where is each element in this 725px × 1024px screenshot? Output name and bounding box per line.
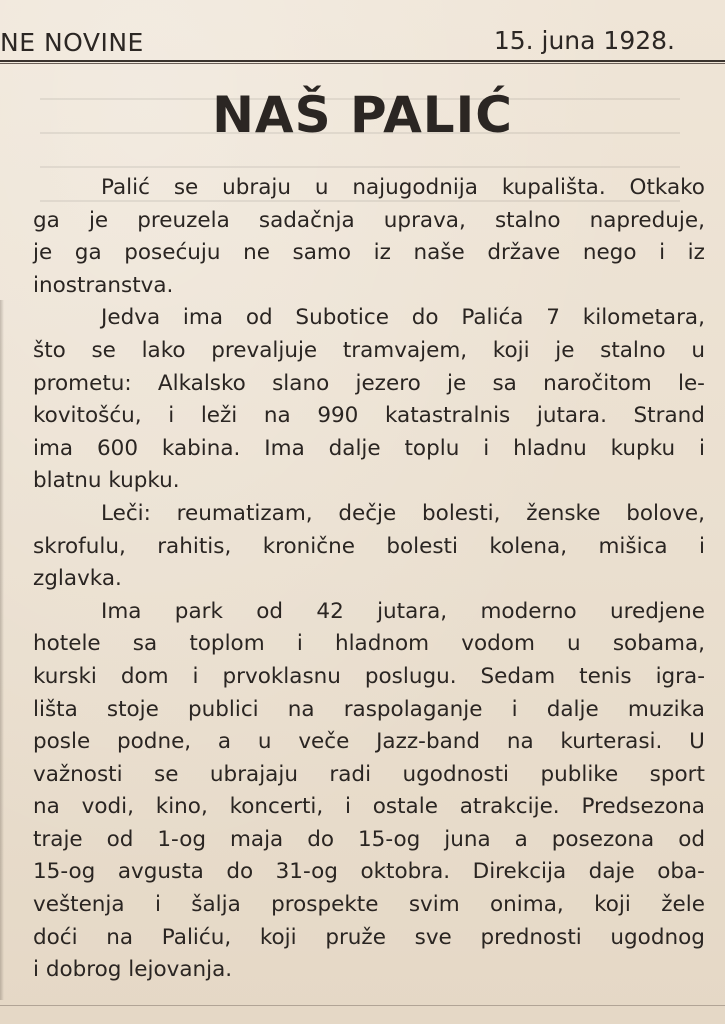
article-word: uredjene: [610, 598, 705, 624]
article-line: [33, 661, 705, 694]
article-word: posećuju: [124, 240, 221, 266]
article-word: sport: [649, 761, 705, 787]
article-word: katastralnis: [384, 403, 511, 429]
article-word: se: [154, 761, 179, 787]
article-word: Jazz-band: [376, 729, 481, 755]
article-word: tenis: [579, 663, 632, 689]
article-word: i: [192, 663, 199, 689]
article-word: Otkako: [629, 175, 705, 200]
article-word: sobama,: [612, 631, 705, 657]
article-word: poslugu.: [364, 663, 457, 689]
article-word: jutara,: [377, 598, 448, 624]
article-word: lišta: [33, 696, 78, 722]
article-line: [33, 954, 705, 987]
article-line: [33, 400, 705, 433]
article-word: leži: [200, 403, 238, 429]
article-word: stoje: [106, 696, 159, 722]
article-word: ubrajaju: [209, 761, 298, 787]
article-word: Direkcija: [472, 859, 567, 885]
article-line: [33, 335, 705, 368]
article-word: prevaljuje: [211, 337, 318, 363]
article-word: na: [33, 794, 60, 820]
article-word: oktobra.: [360, 859, 451, 885]
article-word: onima,: [490, 892, 564, 918]
article-word: Palića: [461, 305, 524, 331]
article-word: publike: [540, 761, 619, 787]
masthead-rule: [0, 63, 725, 64]
article-word: juna: [444, 826, 491, 852]
article-word: i: [698, 533, 705, 559]
article-word: daje: [588, 859, 635, 885]
article-word: od: [678, 826, 705, 852]
article-word: i: [168, 403, 175, 429]
article-word: igra-: [655, 663, 705, 689]
article-line: [33, 498, 705, 531]
article-line: [33, 596, 705, 629]
article-word: Alkalsko: [157, 370, 246, 396]
article-word: bolesti: [386, 533, 458, 559]
article-word: sa: [492, 370, 517, 396]
article-word: u: [567, 631, 581, 657]
article-word: prometu:: [33, 370, 132, 396]
article-word: bolove,: [626, 500, 705, 526]
article-word: naročitom: [543, 370, 652, 396]
article-word: važnosti: [33, 761, 123, 787]
article-title: NAŠ PALIĆ: [212, 86, 513, 144]
article-word: i: [699, 435, 705, 461]
article-word: kovitošću,: [33, 403, 142, 429]
article-word: 31-og: [275, 859, 338, 885]
article-word: veštenja: [33, 892, 125, 918]
article-line: [33, 791, 705, 824]
article-word: dom: [120, 663, 169, 689]
article-word: iz: [687, 240, 705, 266]
article-word: u: [257, 729, 272, 755]
article-word: koji: [492, 337, 530, 363]
article-word: mišica: [598, 533, 668, 559]
article-line: [33, 302, 705, 335]
article-word: do: [307, 826, 335, 852]
article-word: svim: [408, 892, 460, 918]
article-word: napreduje,: [589, 207, 705, 233]
article-word: Jedva: [101, 305, 161, 331]
article-word: kurski: [33, 663, 97, 689]
article-word: muzika: [627, 696, 705, 722]
article-word: toplom: [189, 631, 265, 657]
article-word: reumatizam,: [176, 500, 313, 526]
article-line: [33, 889, 705, 922]
article-word: je: [33, 240, 53, 266]
article-word: na: [263, 403, 291, 429]
article-word: od: [106, 826, 134, 852]
article-line: [33, 726, 705, 759]
article-word: moderno: [480, 598, 577, 624]
masthead: [0, 24, 725, 62]
article-word: doći: [33, 924, 78, 950]
article-word: najugodnija: [352, 175, 478, 200]
article-word: toplu: [404, 435, 460, 461]
article-word: ženske: [526, 500, 601, 526]
article-word: sadačnja: [258, 207, 355, 233]
article-word: u: [691, 337, 705, 363]
article-word: blatnu: [33, 468, 109, 494]
article-word: Leči:: [101, 500, 151, 526]
article-word: se: [173, 175, 199, 200]
article-word: 42: [316, 598, 344, 624]
article-word: posezona: [551, 826, 655, 852]
article-word: šalja: [191, 892, 241, 918]
article-word: dobrog: [45, 957, 129, 983]
article-word: ostale: [372, 794, 438, 820]
article-word: jezero: [355, 370, 421, 396]
article-word: publici: [187, 696, 259, 722]
article-word: bolesti,: [422, 500, 501, 526]
article-word: Paliću,: [161, 924, 232, 950]
article-word: je: [88, 207, 109, 233]
article-line: [33, 172, 705, 205]
article-line: [33, 563, 705, 596]
article-line: [33, 205, 705, 238]
article-word: i: [344, 794, 351, 820]
article-word: posle: [33, 729, 91, 755]
article-line: [33, 922, 705, 955]
article-word: atrakcije.: [459, 794, 560, 820]
article-word: od: [256, 598, 284, 624]
article-word: do: [226, 859, 254, 885]
article-body: [33, 172, 705, 987]
bottom-rule: [0, 1005, 725, 1006]
article-line: [33, 270, 705, 303]
article-word: avgusta: [117, 859, 204, 885]
article-word: dalje: [328, 435, 381, 461]
article-word: se: [91, 337, 116, 363]
article-word: kurterasi.: [560, 729, 663, 755]
article-word: ima: [182, 305, 224, 331]
article-word: kolena,: [489, 533, 568, 559]
article-word: države: [487, 240, 561, 266]
article-word: i: [296, 631, 303, 657]
article-word: skrofulu,: [33, 533, 126, 559]
article-word: radi: [329, 761, 372, 787]
article-word: zglavka.: [33, 566, 122, 592]
article-word: na: [106, 924, 134, 950]
article-word: naše: [413, 240, 465, 266]
article-word: ne: [243, 240, 270, 266]
article-word: prvoklasnu: [222, 663, 341, 689]
article-line: [33, 433, 705, 466]
article-word: 600: [96, 435, 139, 461]
article-word: i: [511, 696, 518, 722]
article-line: [33, 856, 705, 889]
article-word: koji: [259, 924, 297, 950]
article-word: hotele: [33, 631, 101, 657]
article-word: i: [483, 435, 490, 461]
article-word: žele: [661, 892, 705, 918]
article-word: nego: [582, 240, 637, 266]
article-word: traje: [33, 826, 83, 852]
article-word: pruže: [325, 924, 386, 950]
article-word: sa: [132, 631, 158, 657]
article-word: kronične: [262, 533, 355, 559]
article-line: [33, 628, 705, 661]
article-word: Subotice: [295, 305, 389, 331]
article-word: kupku.: [108, 468, 180, 494]
article-line: [33, 531, 705, 564]
article-word: i: [33, 957, 46, 983]
article-word: Ima: [264, 435, 305, 461]
article-word: koji: [594, 892, 631, 918]
article-word: preuzela: [137, 207, 230, 233]
issue-date: 15. juna 1928.: [493, 26, 675, 55]
article-word: U: [689, 729, 705, 755]
article-word: je: [446, 370, 467, 396]
article-word: što: [33, 337, 66, 363]
article-word: do: [411, 305, 439, 331]
article-word: dečje: [338, 500, 397, 526]
article-word: kupališta.: [501, 175, 606, 200]
article-word: u: [314, 175, 329, 200]
article-word: rahitis,: [157, 533, 232, 559]
article-word: dalje: [546, 696, 599, 722]
article-word: ubraju: [222, 175, 291, 200]
article-word: oba-: [657, 859, 705, 885]
article-word: na: [287, 696, 315, 722]
article-word: sve: [414, 924, 452, 950]
article-word: i: [659, 240, 666, 266]
article-word: lako: [141, 337, 186, 363]
article-word: prednosti: [480, 924, 582, 950]
article-word: kupku: [610, 435, 676, 461]
article-line: [33, 237, 705, 270]
article-word: 15-og: [33, 859, 96, 885]
article-word: Strand: [633, 403, 705, 429]
article-word: Predsezona: [581, 794, 705, 820]
article-word: ga: [33, 207, 60, 233]
article-word: raspolaganje: [343, 696, 483, 722]
article-line: [33, 824, 705, 857]
article-word: na: [506, 729, 534, 755]
article-word: vodom: [461, 631, 535, 657]
article-word: ugodnog: [610, 924, 705, 950]
article-word: kilometara,: [582, 305, 705, 331]
article-word: kabina.: [161, 435, 241, 461]
article-word: Palić: [101, 175, 150, 200]
article-word: kino,: [155, 794, 208, 820]
article-word: a: [514, 826, 528, 852]
article-word: Ima: [101, 598, 142, 624]
article-word: hladnom: [334, 631, 430, 657]
article-word: inostranstva.: [33, 272, 174, 298]
article-word: ga: [74, 240, 102, 266]
article-word: tramvajem,: [342, 337, 468, 363]
publication-name: NE NOVINE: [0, 28, 144, 57]
article-word: stalno: [494, 207, 561, 233]
article-word: ima: [33, 435, 74, 461]
article-word: koncerti,: [229, 794, 324, 820]
article-word: 15-og: [357, 826, 421, 852]
article-line: [33, 465, 705, 498]
article-word: veče: [298, 729, 350, 755]
article-line: [33, 759, 705, 792]
article-word: uprava,: [383, 207, 466, 233]
article-word: vodi,: [81, 794, 134, 820]
article-word: park: [174, 598, 223, 624]
article-word: le-: [677, 370, 705, 396]
article-word: podne,: [117, 729, 192, 755]
article-word: samo: [292, 240, 352, 266]
article-word: 1-og: [157, 826, 207, 852]
article-word: lejovanja.: [128, 957, 233, 983]
article-word: slano: [272, 370, 330, 396]
article-word: od: [245, 305, 273, 331]
article-word: ugodnosti: [402, 761, 509, 787]
article-line: [33, 694, 705, 727]
article-word: stalno: [600, 337, 666, 363]
article-word: je: [555, 337, 575, 363]
article-word: 990: [317, 403, 359, 429]
article-line: [33, 368, 705, 401]
article-word: i: [154, 892, 161, 918]
article-word: 7: [546, 305, 560, 331]
article-word: jutara.: [536, 403, 607, 429]
article-word: Sedam: [480, 663, 556, 689]
article-word: iz: [373, 240, 391, 266]
page-edge-shadow: [0, 300, 4, 1000]
article-word: a: [217, 729, 232, 755]
article-word: maja: [229, 826, 284, 852]
article-word: prospekte: [271, 892, 379, 918]
article-word: hladnu: [513, 435, 587, 461]
